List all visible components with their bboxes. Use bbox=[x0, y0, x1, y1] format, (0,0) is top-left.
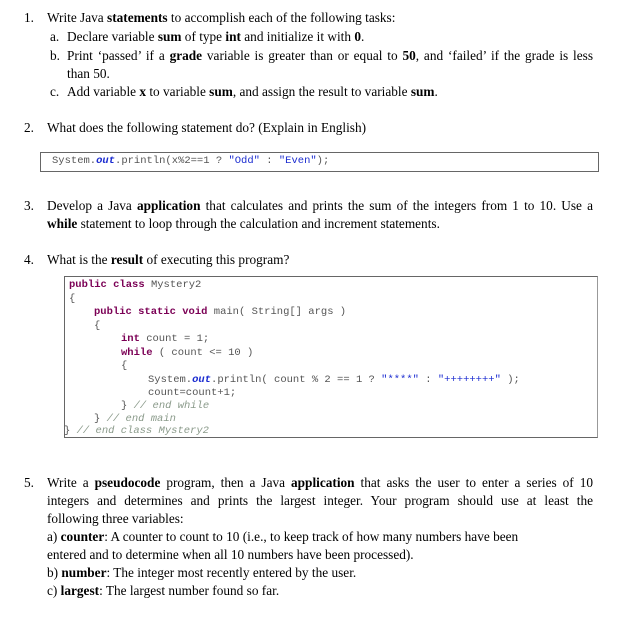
q1-c-label: c. bbox=[50, 84, 60, 99]
q1-b-label: b. bbox=[50, 48, 60, 63]
q2-code-line: System.out.println(x%2==1 ? "Odd" : "Even"); bbox=[52, 155, 330, 167]
q5-line-3: following three variables: bbox=[47, 511, 184, 526]
q5-item-a-continuation: entered and to determine when all 10 numbers have been processed). bbox=[47, 547, 414, 562]
q5-item-c: c) largest: The largest number found so far. bbox=[47, 583, 280, 598]
q3-line-1: Develop a Java application that calculates and prints the sum of the integers from 1 to 10. Use a bbox=[47, 198, 593, 213]
code-line-increment: count=count+1; bbox=[148, 387, 237, 399]
code-line-end-while: } // end while bbox=[121, 400, 210, 412]
q2-code-box bbox=[40, 152, 599, 172]
q1-b-continuation: than 50. bbox=[67, 66, 110, 81]
code-line-end-class: } // end class Mystery2 bbox=[64, 425, 209, 437]
q2-text: What does the following statement do? (Explain in English) bbox=[47, 120, 367, 135]
q5-item-b: b) number: The integer most recently entered by the user. bbox=[47, 565, 357, 580]
q1-b-text: Print ‘passed’ if a grade variable is greater than or equal to 50, and ‘failed’ if the grade is less bbox=[67, 48, 594, 63]
code-line-main: public static void main( String[] args ) bbox=[94, 306, 347, 318]
code-line-end-main: } // end main bbox=[94, 413, 176, 425]
q5-number: 5. bbox=[24, 475, 34, 490]
code-line-while: while ( count <= 10 ) bbox=[121, 347, 254, 359]
q4-number: 4. bbox=[24, 252, 34, 267]
q3-number: 3. bbox=[24, 198, 34, 213]
code-line-brace: { bbox=[121, 360, 128, 372]
q3-line-2: while statement to loop through the calculation and increment statements. bbox=[47, 216, 440, 231]
q1-a-label: a. bbox=[50, 29, 60, 44]
code-line-brace: { bbox=[69, 293, 76, 305]
q5-item-a: a) counter: A counter to count to 10 (i.e., to keep track of how many numbers have been bbox=[47, 529, 519, 544]
code-line-class: public class Mystery2 bbox=[69, 279, 202, 291]
q4-text: What is the result of executing this program? bbox=[47, 252, 290, 267]
q1-intro: Write Java statements to accomplish each of the following tasks: bbox=[47, 10, 396, 25]
code-line-brace: { bbox=[94, 320, 101, 332]
q5-line-1: Write a pseudocode program, then a Java application that asks the user to enter a series of 10 bbox=[47, 475, 593, 490]
code-line-println: System.out.println( count % 2 == 1 ? "****" : "++++++++" ); bbox=[148, 374, 520, 386]
code-line-int: int count = 1; bbox=[121, 333, 210, 345]
q5-line-2: integers and determines and prints the largest integer. Your program should use at least the bbox=[47, 493, 593, 508]
q1-c-text: Add variable x to variable sum, and assign the result to variable sum. bbox=[67, 84, 438, 99]
q4-code-box bbox=[64, 276, 598, 438]
q1-a-text: Declare variable sum of type int and initialize it with 0. bbox=[67, 29, 365, 44]
q2-number: 2. bbox=[24, 120, 34, 135]
q1-number: 1. bbox=[24, 10, 34, 25]
